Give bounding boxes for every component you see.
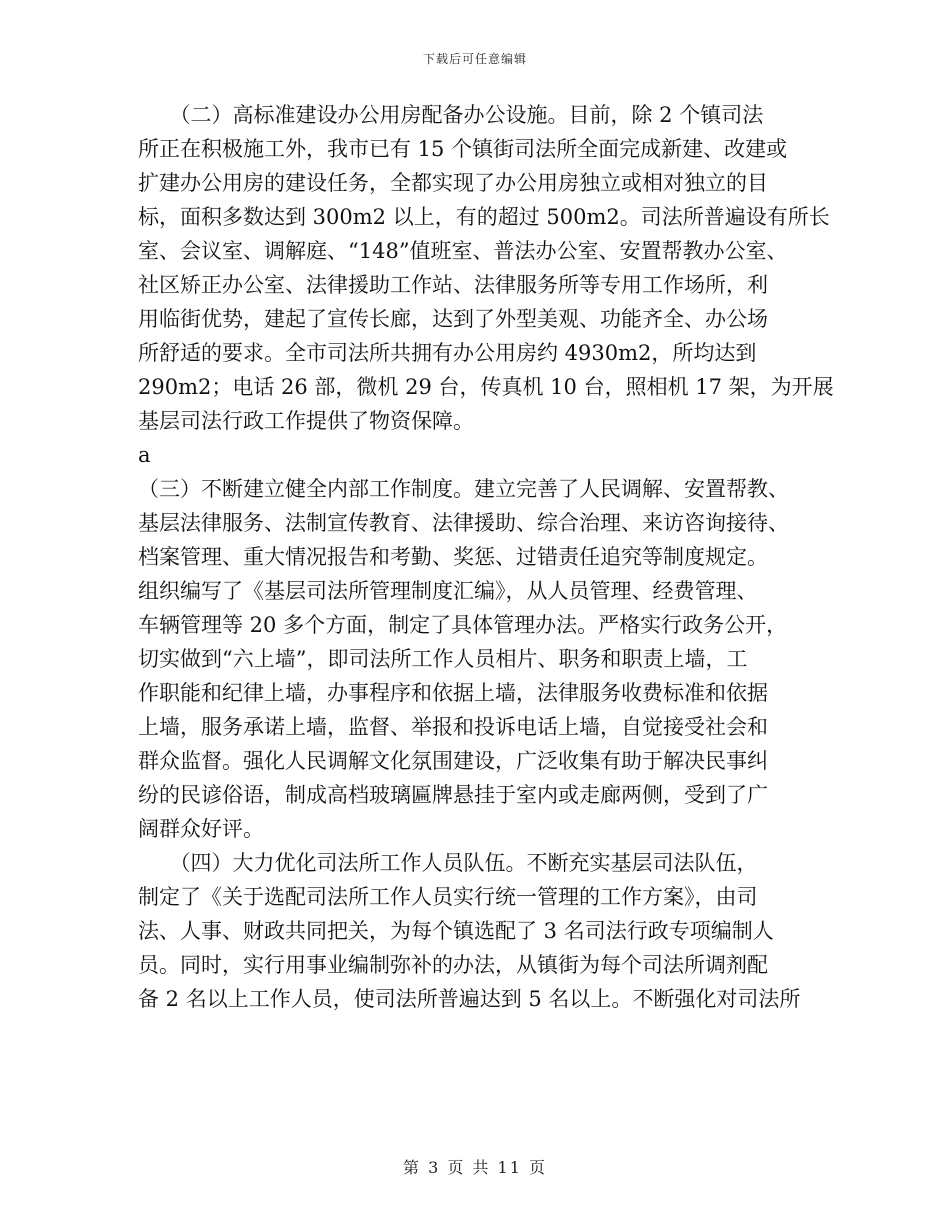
text-line: 290m2；电话 26 部，微机 29 台，传真机 10 台，照相机 17 架，为开展	[138, 375, 834, 399]
text-line: 室、会议室、调解庭、“148”值班室、普法办公室、安置帮教办公室、	[138, 239, 788, 263]
text-line: 所正在积极施工外，我市已有 15 个镇街司法所全面完成新建、改建或	[138, 137, 788, 161]
text-line: 所舒适的要求。全市司法所共拥有办公用房约 4930m2，所均达到	[138, 341, 757, 365]
page-footer: 第 3 页 共 11 页	[403, 1158, 547, 1177]
text-line: 制定了《关于选配司法所工作人员实行统一管理的工作方案》，由司	[138, 885, 758, 909]
text-line: （二）高标准建设办公用房配备办公设施。目前，除 2 个镇司法	[138, 103, 764, 127]
text-line: 群众监督。强化人民调解文化氛围建设，广泛收集有助于解决民事纠	[138, 749, 768, 773]
text-line: 阔群众好评。	[138, 817, 264, 841]
text-line: 备 2 名以上工作人员，使司法所普遍达到 5 名以上。不断强化对司法所	[138, 987, 801, 1011]
text-line: a	[138, 443, 151, 467]
text-line: 档案管理、重大情况报告和考勤、奖惩、过错责任追究等制度规定。	[138, 545, 768, 569]
text-line: 社区矫正办公室、法律援助工作站、法律服务所等专用工作场所，利	[138, 273, 768, 297]
text-line: （三）不断建立健全内部工作制度。建立完善了人民调解、安置帮教、	[138, 477, 789, 501]
text-line: 上墙，服务承诺上墙，监督、举报和投诉电话上墙，自觉接受社会和	[138, 715, 768, 739]
text-line: 作职能和纪律上墙，办事程序和依据上墙，法律服务收费标准和依据	[138, 681, 768, 705]
text-line: 法、人事、财政共同把关，为每个镇选配了 3 名司法行政专项编制人	[138, 919, 774, 943]
text-line: 用临街优势，建起了宣传长廊，达到了外型美观、功能齐全、办公场	[138, 307, 768, 331]
text-line: 标，面积多数达到 300m2 以上，有的超过 500m2。司法所普遍设有所长	[138, 205, 830, 229]
text-line: 纷的民谚俗语，制成高档玻璃匾牌悬挂于室内或走廊两侧，受到了广	[138, 783, 768, 807]
text-line: 扩建办公用房的建设任务，全都实现了办公用房独立或相对独立的目	[138, 171, 768, 195]
text-line: 切实做到“六上墙”，即司法所工作人员相片、职务和职责上墙，工	[138, 647, 748, 671]
text-line: 基层法律服务、法制宣传教育、法律援助、综合治理、来访咨询接待、	[138, 511, 789, 535]
page-header: 下载后可任意编辑	[422, 52, 527, 66]
text-line: 组织编写了《基层司法所管理制度汇编》，从人员管理、经费管理、	[138, 579, 758, 603]
text-line: （四）大力优化司法所工作人员队伍。不断充实基层司法队伍，	[138, 851, 758, 875]
text-line: 车辆管理等 20 多个方面，制定了具体管理办法。严格实行政务公开，	[138, 613, 788, 637]
document-body	[138, 98, 834, 1016]
text-line: 员。同时，实行用事业编制弥补的办法，从镇街为每个司法所调剂配	[138, 953, 768, 977]
text-line: 基层司法行政工作提供了物资保障。	[138, 409, 474, 433]
